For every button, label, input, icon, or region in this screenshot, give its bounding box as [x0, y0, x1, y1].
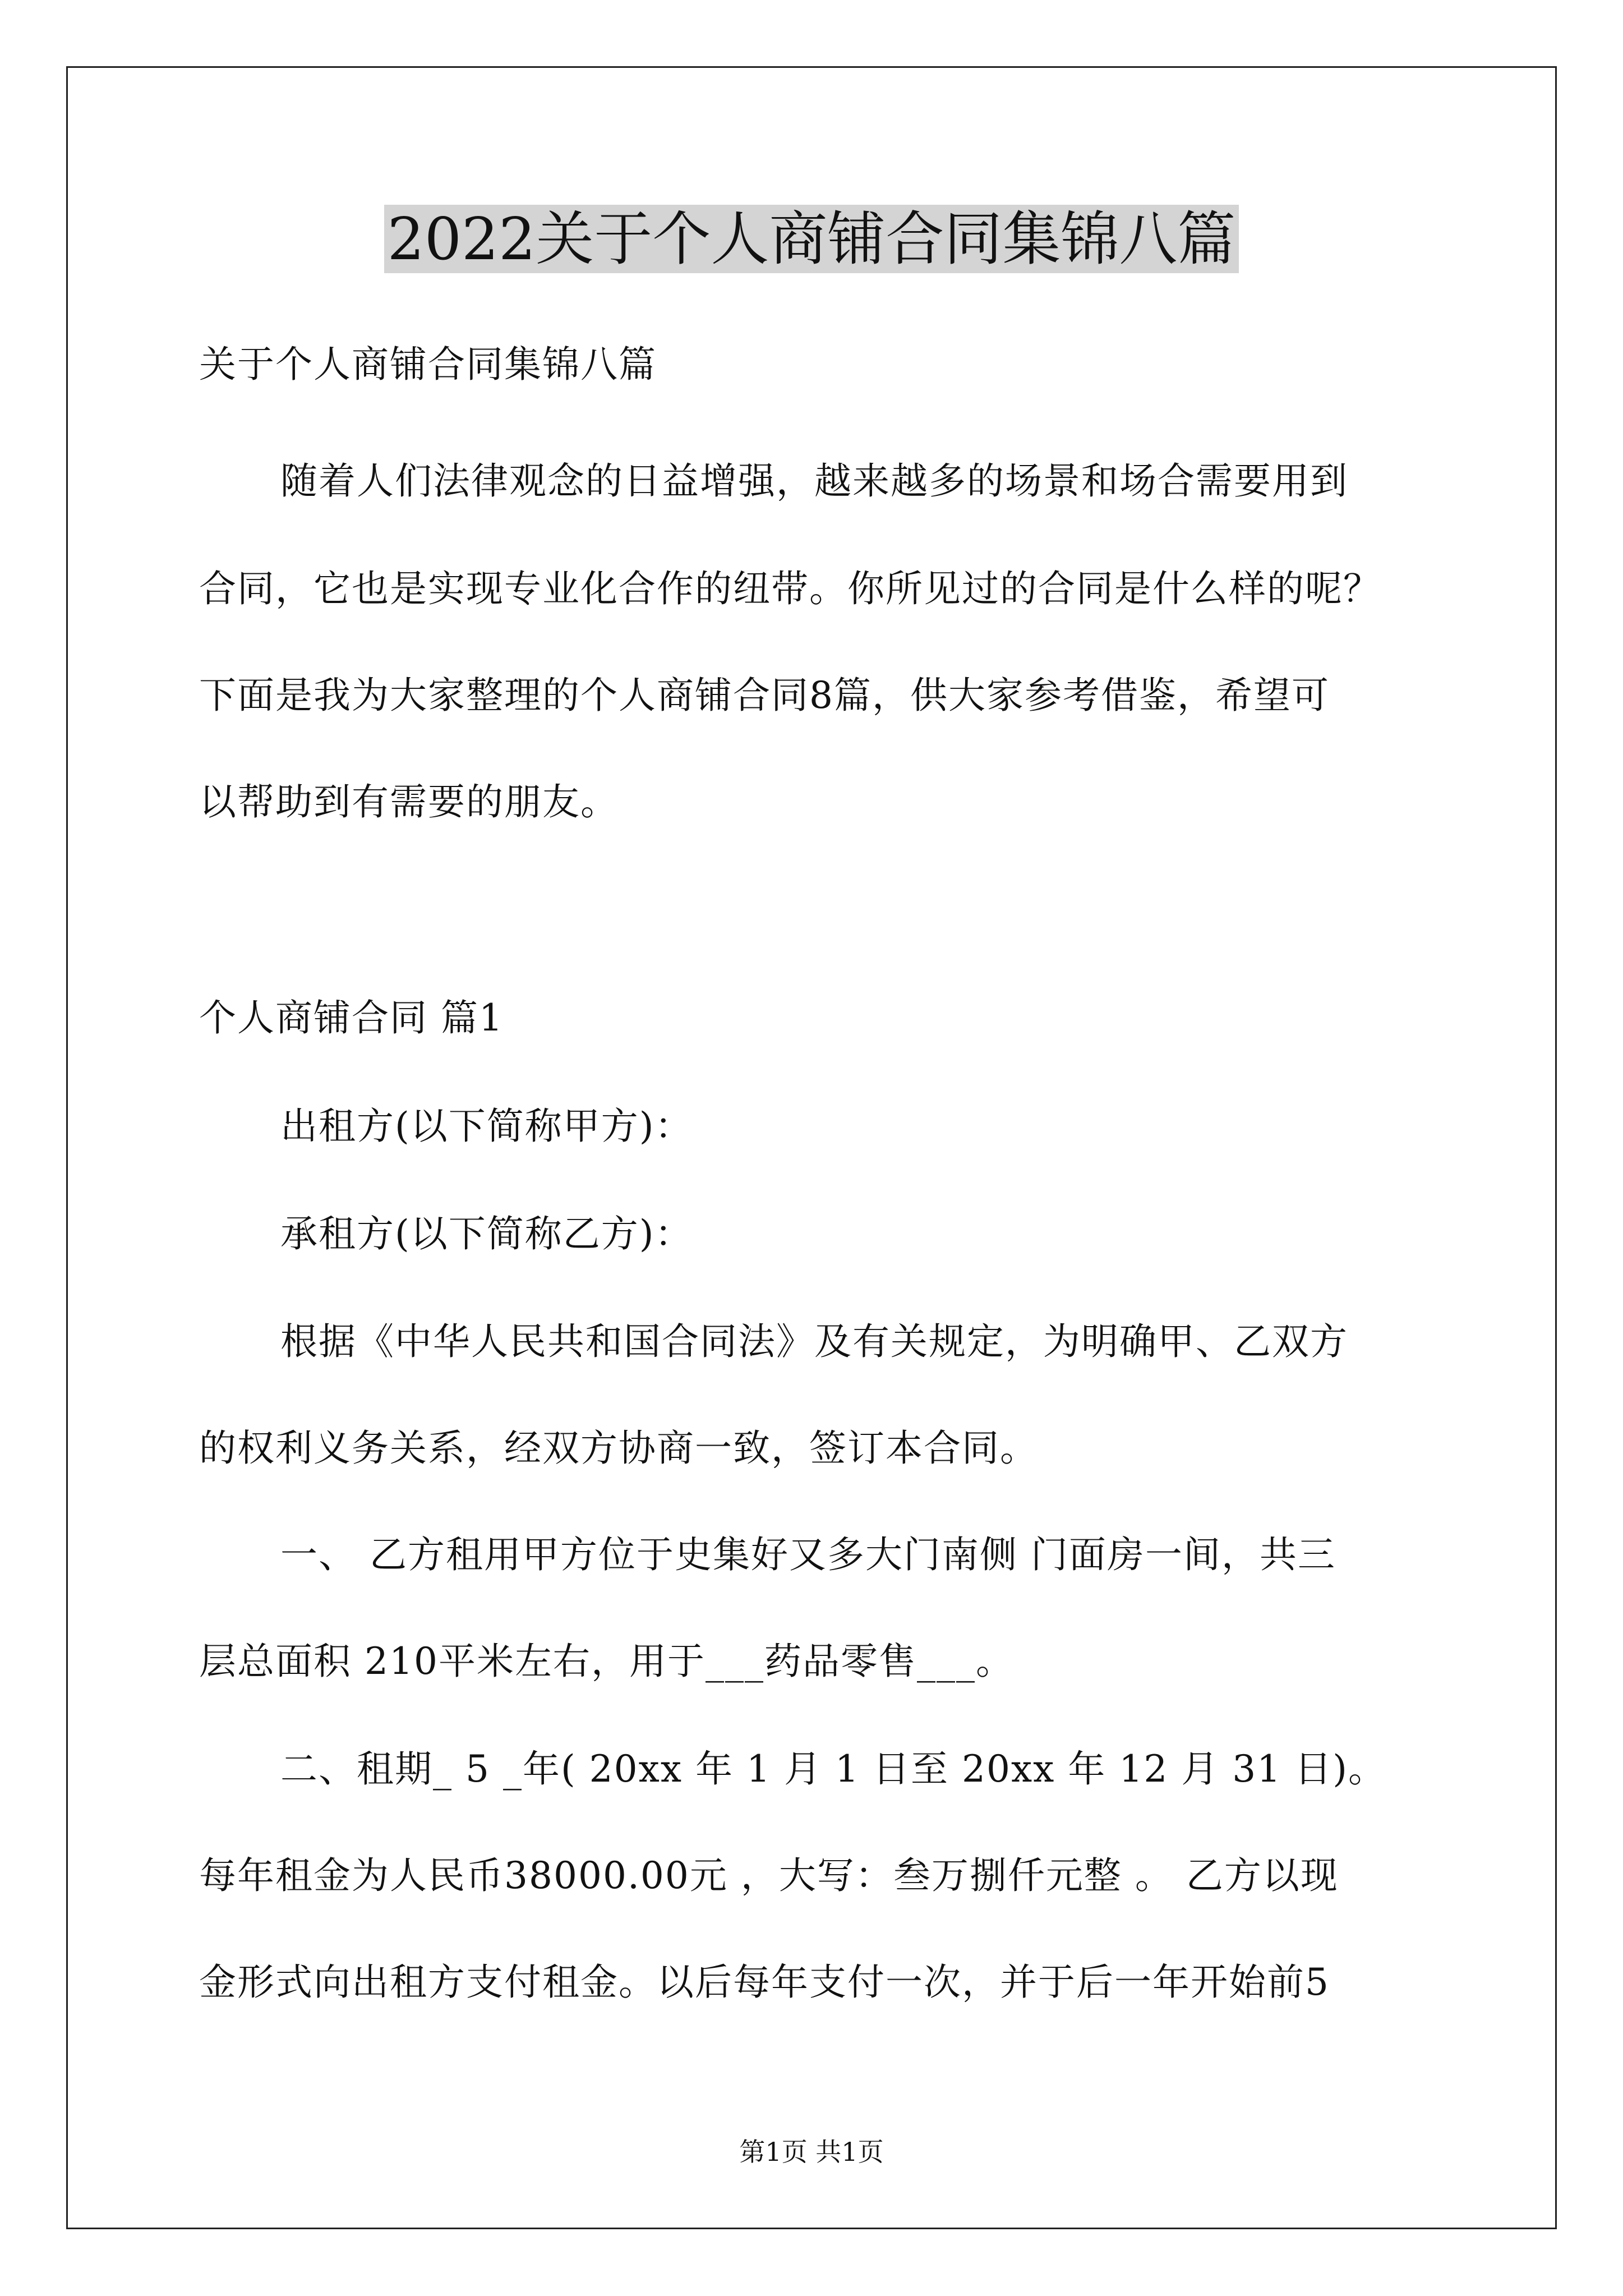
subtitle-line: 关于个人商铺合同集锦八篇	[199, 343, 657, 386]
section-heading: 个人商铺合同 篇1	[199, 996, 504, 1039]
paragraph-line: 层总面积 210平米左右，用于___药品零售___。	[199, 1640, 1014, 1683]
paragraph-line: 一、 乙方租用甲方位于史集好又多大门南侧 门面房一间，共三	[280, 1533, 1336, 1576]
paragraph-line: 每年租金为人民币38000.00元 ，大写：叁万捌仟元整 。 乙方以现	[199, 1854, 1339, 1897]
paragraph-line: 金形式向出租方支付租金。以后每年支付一次，并于后一年开始前5	[199, 1961, 1330, 2004]
paragraph-line: 承租方(以下简称乙方)：	[280, 1212, 693, 1255]
document-title	[0, 200, 1623, 278]
paragraph-line: 下面是我为大家整理的个人商铺合同8篇，供大家参考借鉴，希望可	[199, 674, 1330, 717]
paragraph-line: 以帮助到有需要的朋友。	[199, 780, 619, 823]
paragraph-line: 二、租期_ 5 _年( 20xx 年 1 月 1 日至 20xx 年 12 月 31 日)。	[280, 1747, 1387, 1791]
document-title-text: 2022关于个人商铺合同集锦八篇	[384, 205, 1239, 273]
paragraph-line: 出租方(以下简称甲方)：	[280, 1105, 693, 1148]
paragraph-line: 合同，它也是实现专业化合作的纽带。你所见过的合同是什么样的呢？	[199, 567, 1381, 610]
page-footer: 第1页 共1页	[739, 2137, 884, 2167]
paragraph-line: 随着人们法律观念的日益增强，越来越多的场景和场合需要用到	[280, 459, 1348, 503]
paragraph-line: 的权利义务关系，经双方协商一致，签订本合同。	[199, 1427, 1038, 1470]
paragraph-line: 根据《中华人民共和国合同法》及有关规定，为明确甲、乙双方	[280, 1320, 1348, 1363]
